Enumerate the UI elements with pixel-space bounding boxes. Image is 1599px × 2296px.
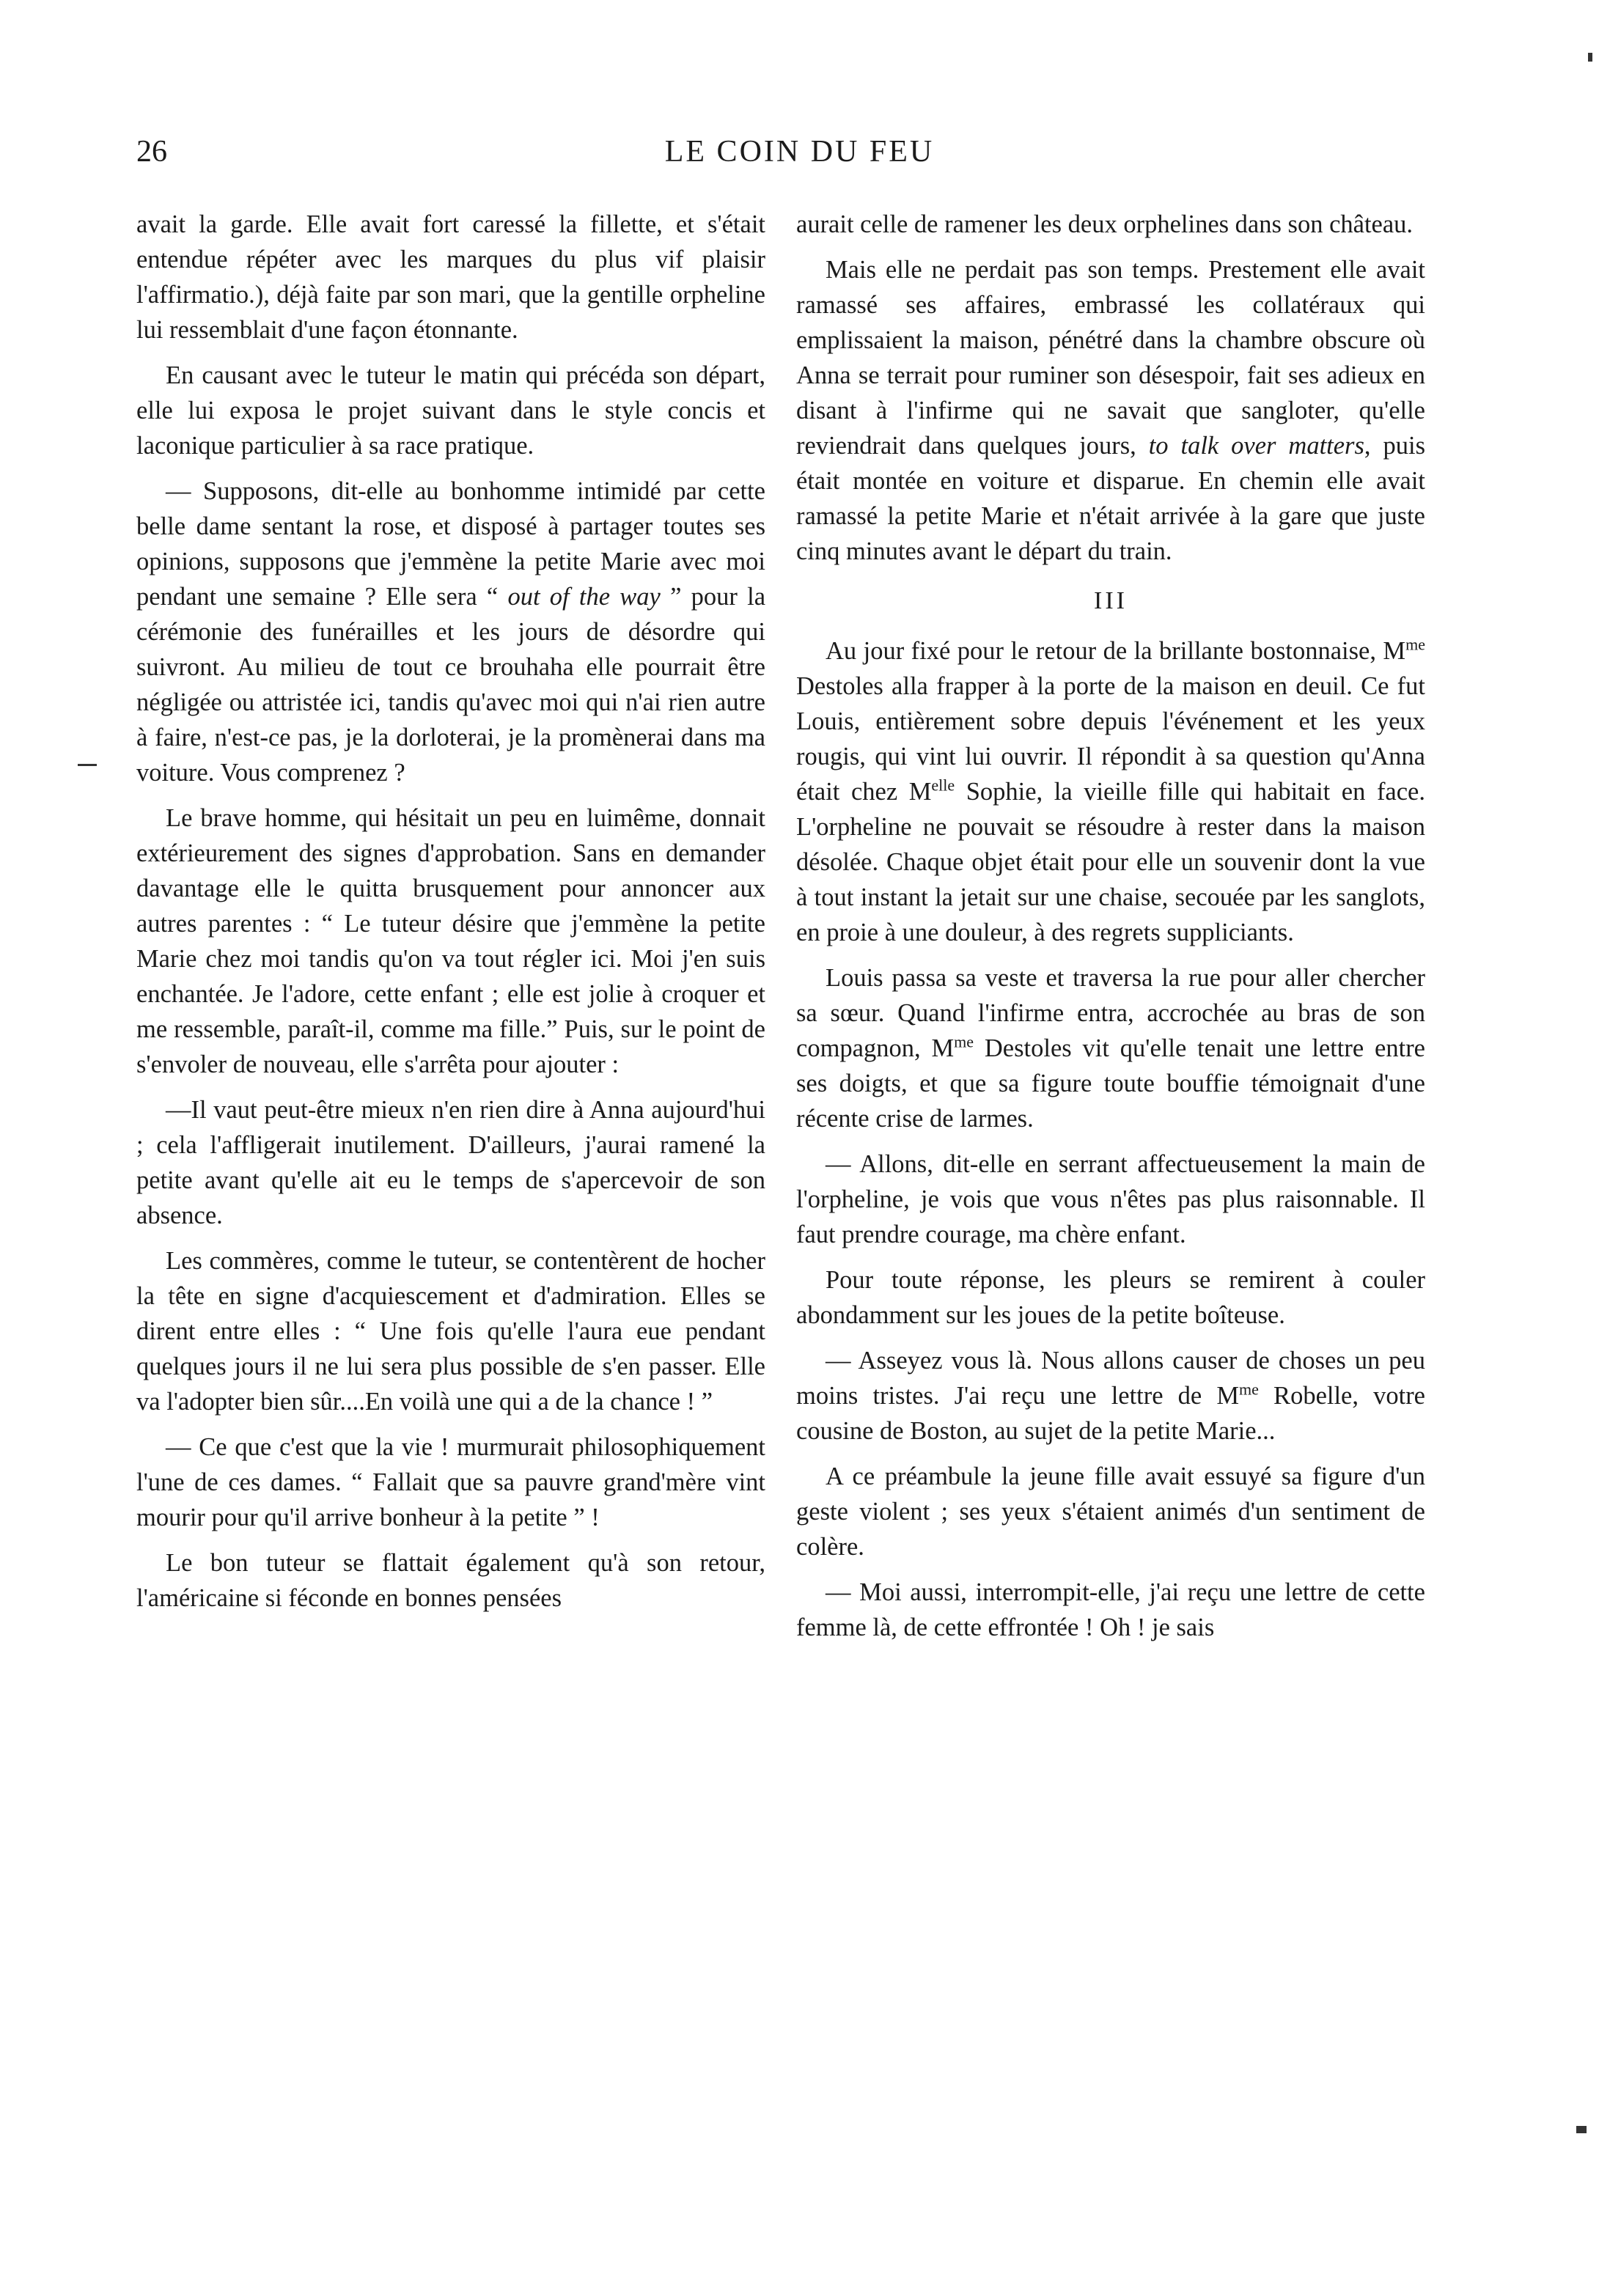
running-title: LE COIN DU FEU: [664, 135, 935, 169]
paragraph: —Il vaut peut-être mieux n'en rien dire à Anna aujourd'hui ; cela l'affligerait inutilement. D'ailleurs, j'aurai ramené la petite avant qu'elle ait eu le temps de s'apercevoir de son absence.: [136, 1096, 765, 1229]
paragraph: — Ce que c'est que la vie ! murmurait philosophiquement l'une de ces dames. “ Fallait que sa pauvre grand'mère vint mourir pour qu'il arrive bonheur à la petite ” !: [136, 1433, 765, 1531]
italic-phrase: to talk over matters: [1148, 432, 1364, 460]
text-fragment: ” pour la cérémonie des funérailles et les jours de désordre qui suivront. Au milieu de tout ce brouhaha elle pourrait être négligée ou attristée ici, tandis qu'avec moi qui n'ai rien autre à faire, n'est-ce pas, je la dorloterai, je la promènerai dans ma voiture. Vous comprenez ?: [136, 583, 766, 787]
italic-phrase: out of the way: [507, 583, 661, 611]
paragraph: [796, 960, 1425, 1136]
superscript: me: [1405, 635, 1425, 654]
paragraph: [796, 1343, 1425, 1449]
paragraph: Le brave homme, qui hésitait un peu en luimême, donnait extérieurement des signes d'approbation. Sans en demander davantage elle le quitta brusquement pour annoncer aux autres parentes : “ Le tuteur désire que j'emmène la petite Marie chez moi tandis qu'on va tout régler ici. Moi j'en suis enchantée. Je l'adore, cette enfant ; elle est jolie à croquer et me ressemble, paraît-il, comme ma fille.” Puis, sur le point de s'envoler de nouveau, elle s'arrêta pour ajouter :: [136, 804, 765, 1078]
right-column: [796, 207, 1425, 1645]
paragraph: — Moi aussi, interrompit-elle, j'ai reçu une lettre de cette femme là, de cette effrontée ! Oh ! je sais: [796, 1578, 1425, 1641]
text-fragment: Robelle, votre cousine de Boston, au sujet de la petite Marie...: [796, 1382, 1425, 1445]
paragraph: [796, 633, 1425, 950]
text-fragment: Louis passa sa veste et traversa la rue pour aller chercher sa sœur. Quand l'infirme entra, accrochée au bras de son compagnon, M: [796, 964, 1425, 1062]
text-fragment: Destoles vit qu'elle tenait une lettre entre ses doigts, et que sa figure toute bouffie témoignait d'une récente crise de larmes.: [796, 1034, 1425, 1133]
text-fragment: Au jour fixé pour le retour de la brillante bostonnaise, M: [826, 637, 1406, 665]
margin-dash-mark: [78, 764, 97, 766]
paragraph: A ce préambule la jeune fille avait essuyé sa figure d'un geste violent ; ses yeux s'étaient animés d'un sentiment de colère.: [796, 1462, 1425, 1561]
scan-speck: [1576, 2126, 1587, 2133]
section-heading: III: [1094, 587, 1128, 614]
paragraph: Les commères, comme le tuteur, se contentèrent de hocher la tête en signe d'acquiescement et d'admiration. Elles se dirent entre elles : “ Une fois qu'elle l'aura eue pendant quelques jours il ne lui sera plus possible de s'en passer. Elle va l'adopter bien sûr....En voilà une qui a de la chance ! ”: [136, 1247, 765, 1416]
text-fragment: Mais elle ne perdait pas son temps. Prestement elle avait ramassé ses affaires, embrassé les collatéraux qui emplissaient la maison, pénétré dans la chambre obscure où Anna se terrait pour ruminer son désespoir, fait ses adieux en disant à l'infirme qui ne savait que sangloter, qu'elle reviendrait dans quelques jours,: [796, 256, 1425, 460]
superscript: elle: [931, 776, 955, 795]
text-fragment: , puis était montée en voiture et disparue. En chemin elle avait ramassé la petite Marie et n'était arrivée à la gare que juste cinq minutes avant le départ du train.: [796, 432, 1426, 565]
paragraph: aurait celle de ramener les deux orphelines dans son château.: [796, 210, 1414, 238]
left-column: [136, 207, 765, 1616]
text-fragment: — Asseyez vous là. Nous allons causer de choses un peu moins tristes. J'ai reçu une lettre de M: [796, 1347, 1425, 1410]
page-number: 26: [136, 135, 167, 169]
text-fragment: — Supposons, dit-elle au bonhomme intimidé par cette belle dame sentant la rose, et disposé à partager toutes ses opinions, supposons que j'emmène la petite Marie avec moi pendant une semaine ? Elle sera “: [136, 477, 765, 611]
paragraph: — Allons, dit-elle en serrant affectueusement la main de l'orpheline, je vois que vous n'êtes pas plus raisonnable. Il faut prendre courage, ma chère enfant.: [796, 1150, 1425, 1248]
paragraph: En causant avec le tuteur le matin qui précéda son départ, elle lui exposa le projet suivant dans le style concis et laconique particulier à sa race pratique.: [136, 361, 765, 460]
text-fragment: Sophie, la vieille fille qui habitait en face. L'orpheline ne pouvait se résoudre à rester dans la maison désolée. Chaque objet était pour elle un souvenir dont la vue à tout instant la jetait sur une chaise, secouée par les sanglots, en proie à une douleur, à des regrets suppliciants.: [796, 778, 1425, 946]
paragraph: Le bon tuteur se flattait également qu'à son retour, l'américaine si féconde en bonnes pensées: [136, 1549, 765, 1612]
superscript: me: [1239, 1380, 1259, 1399]
paragraph: [136, 474, 765, 790]
paragraph: Pour toute réponse, les pleurs se remirent à couler abondamment sur les joues de la petite boîteuse.: [796, 1266, 1425, 1329]
text-fragment: Destoles alla frapper à la porte de la maison en deuil. Ce fut Louis, entièrement sobre depuis l'événement et les yeux rougis, qui vint lui ouvrir. Il répondit à sa question qu'Anna était chez M: [796, 672, 1425, 806]
scan-speck: [1588, 53, 1592, 62]
paragraph: avait la garde. Elle avait fort caressé la fillette, et s'était entendue répéter avec les marques du plus vif plaisir l'affirmatio.), déjà faite par son mari, que la gentille orpheline lui ressemblait d'une façon étonnante.: [136, 210, 765, 344]
superscript: me: [954, 1032, 974, 1051]
paragraph: [796, 252, 1425, 569]
